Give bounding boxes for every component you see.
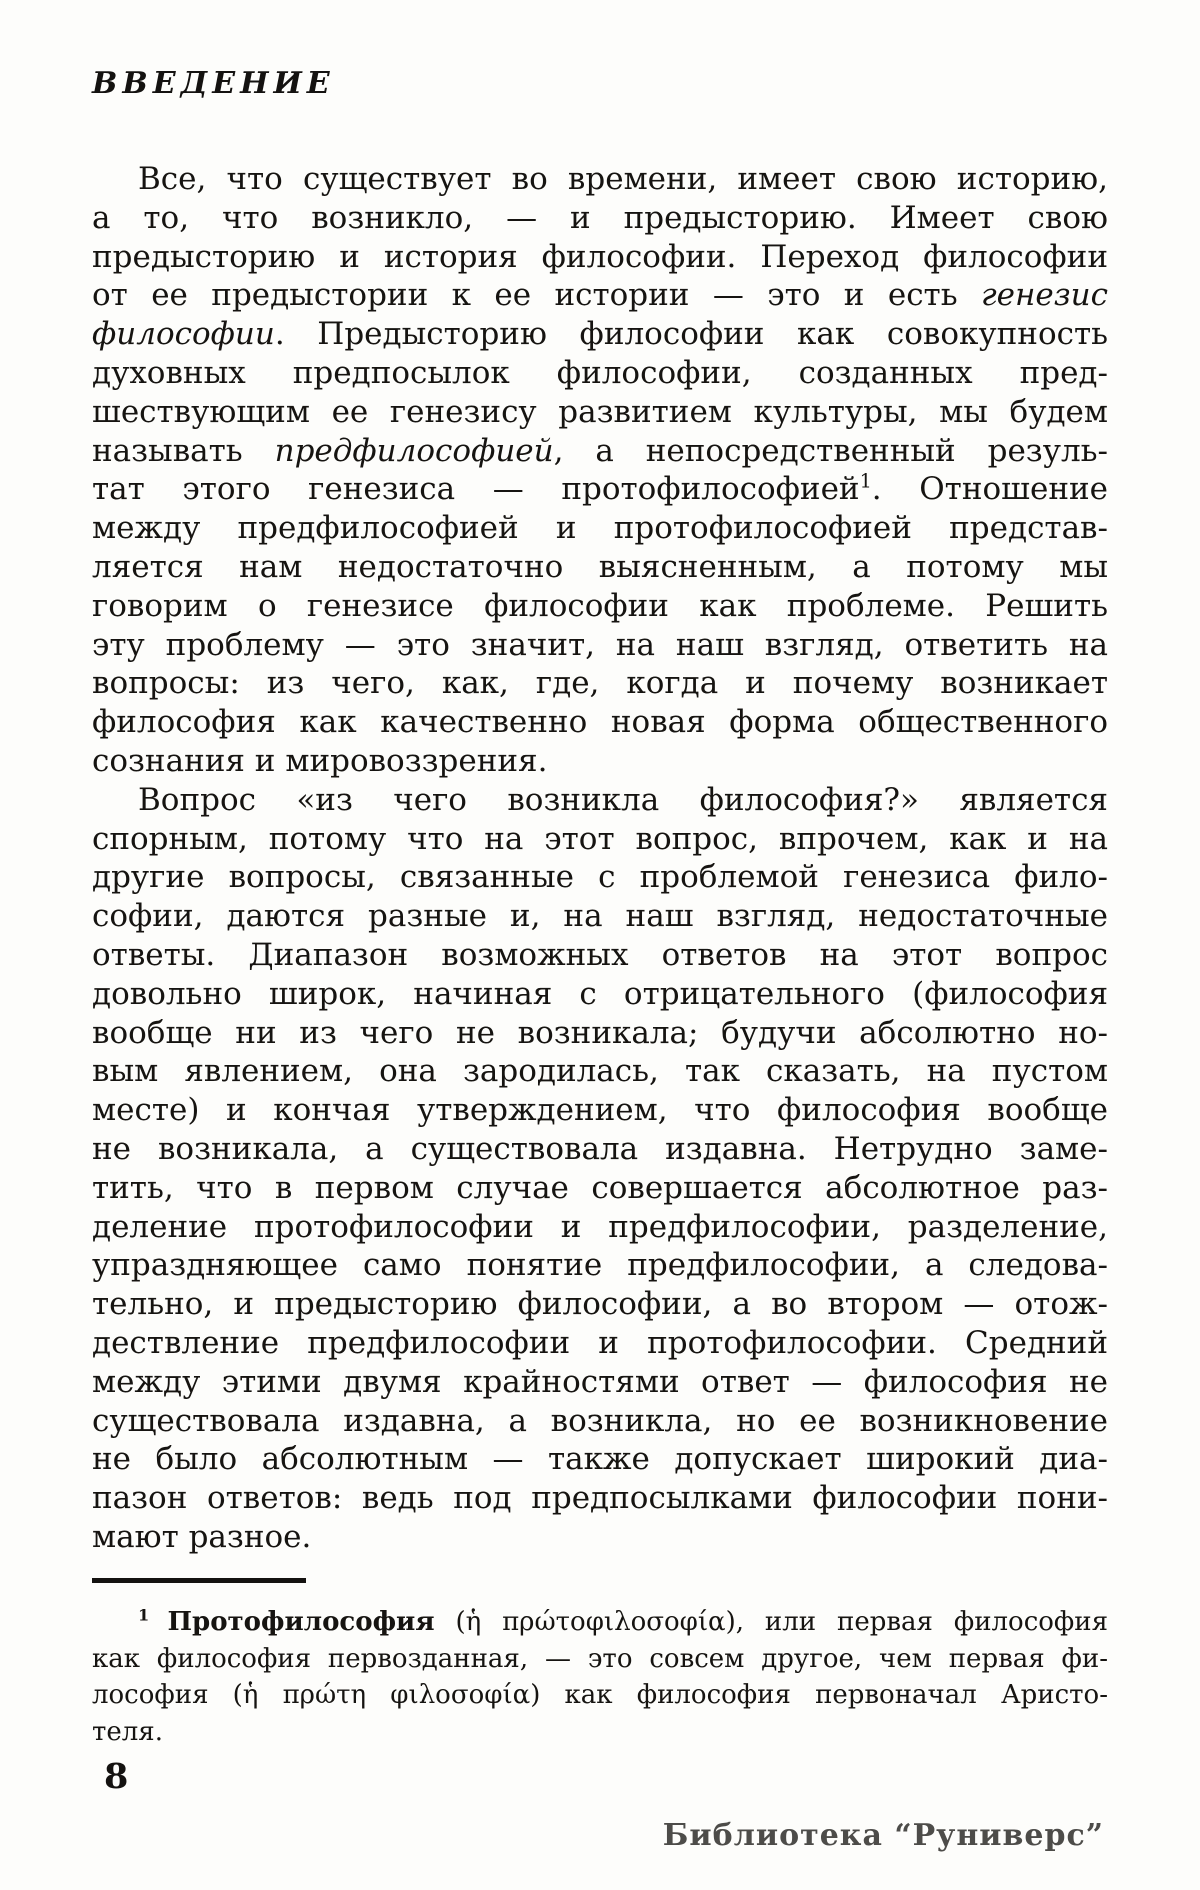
text-segment: как философия первозданная, — это совсем другое, чем первая фи- bbox=[92, 1643, 1108, 1674]
footnote bbox=[92, 1604, 1108, 1750]
text-line bbox=[92, 936, 1108, 975]
text-line bbox=[92, 1091, 1108, 1130]
text-line bbox=[92, 1285, 1108, 1324]
text-line bbox=[92, 781, 1108, 820]
text-segment: довольно широк, начиная с отрицательного (философия bbox=[92, 975, 1108, 1012]
text-segment: ляется нам недостаточно выясненным, а потому мы bbox=[92, 548, 1108, 585]
text-line bbox=[92, 199, 1108, 238]
text-segment: софии, даются разные и, на наш взгляд, недостаточные bbox=[92, 898, 1108, 935]
text-line bbox=[92, 1246, 1108, 1285]
text-line bbox=[92, 315, 1108, 354]
text-segment: 1 bbox=[138, 1605, 168, 1625]
text-segment: философии bbox=[92, 316, 275, 353]
text-segment: вопросы: из чего, как, где, когда и почему возникает bbox=[92, 665, 1108, 702]
text-segment: духовных предпосылок философии, созданных пред- bbox=[92, 354, 1108, 391]
paragraph bbox=[92, 781, 1108, 1557]
text-line bbox=[92, 742, 1108, 781]
text-line bbox=[92, 1208, 1108, 1247]
text-segment: деление протофилософии и предфилософии, разделение, bbox=[92, 1208, 1108, 1245]
text-segment: вым явлением, она зародилась, так сказать, на пустом bbox=[92, 1053, 1108, 1090]
text-line bbox=[92, 975, 1108, 1014]
text-segment: (ἡ πρώτοφιλοσοφία), или первая философия bbox=[434, 1607, 1108, 1637]
text-line bbox=[92, 820, 1108, 859]
text-line bbox=[92, 703, 1108, 742]
text-segment: между этими двумя крайностями ответ — философия не bbox=[92, 1363, 1108, 1400]
text-segment: предысторию и история философии. Переход философии bbox=[92, 238, 1108, 275]
text-line bbox=[92, 276, 1108, 315]
text-line bbox=[92, 626, 1108, 665]
text-segment: спорным, потому что на этот вопрос, впрочем, как и на bbox=[92, 820, 1108, 857]
text-line bbox=[92, 548, 1108, 587]
text-segment: сознания и мировоззрения. bbox=[92, 742, 548, 779]
text-segment: эту проблему — это значит, на наш взгляд, ответить на bbox=[92, 626, 1108, 663]
body-text bbox=[92, 160, 1108, 1557]
text-segment: другие вопросы, связанные с проблемой генезиса фило- bbox=[92, 859, 1108, 896]
text-line bbox=[92, 1677, 1108, 1714]
text-segment: существовала издавна, а возникла, но ее возникновение bbox=[92, 1402, 1108, 1439]
text-segment: , а непосредственный резуль- bbox=[553, 432, 1108, 469]
text-segment: от ее предыстории к ее истории — это и есть bbox=[92, 277, 981, 314]
text-segment: говорим о генезисе философии как проблеме. Решить bbox=[92, 587, 1108, 624]
text-segment: ответы. Диапазон возможных ответов на этот вопрос bbox=[92, 936, 1108, 973]
text-segment: лософия (ἡ πρώτη φιλοσοφία) как философия первоначал Аристо- bbox=[92, 1680, 1108, 1710]
text-line bbox=[92, 393, 1108, 432]
text-segment: философия как качественно новая форма общественного bbox=[92, 704, 1108, 741]
text-line bbox=[92, 1518, 1108, 1557]
text-line bbox=[92, 897, 1108, 936]
text-line bbox=[92, 1604, 1108, 1641]
text-line bbox=[92, 509, 1108, 548]
text-segment: предфилософией bbox=[274, 432, 554, 469]
text-line bbox=[92, 1169, 1108, 1208]
text-line bbox=[92, 238, 1108, 277]
text-line bbox=[92, 1641, 1108, 1678]
text-line bbox=[92, 1714, 1108, 1751]
text-line bbox=[92, 858, 1108, 897]
text-segment: теля. bbox=[92, 1716, 163, 1747]
text-line bbox=[92, 354, 1108, 393]
footnote-separator bbox=[92, 1578, 306, 1583]
text-line bbox=[92, 1130, 1108, 1169]
text-segment: мают разное. bbox=[92, 1518, 312, 1555]
paragraph bbox=[92, 160, 1108, 781]
text-line bbox=[92, 1052, 1108, 1091]
text-segment: месте) и кончая утверждением, что философия вообще bbox=[92, 1092, 1108, 1129]
text-line bbox=[92, 432, 1108, 471]
text-line bbox=[92, 1402, 1108, 1441]
text-segment: тат этого генезиса — протофилософией bbox=[92, 471, 860, 508]
text-segment: шествующим ее генезису развитием культуры, мы будем bbox=[92, 393, 1108, 430]
text-segment: упраздняющее само понятие предфилософии, а следова- bbox=[92, 1247, 1108, 1284]
text-line bbox=[92, 1440, 1108, 1479]
text-segment: . Предысторию философии как совокупность bbox=[274, 316, 1108, 353]
text-line bbox=[92, 1324, 1108, 1363]
text-segment: Протофилософия bbox=[167, 1607, 435, 1637]
text-segment: тить, что в первом случае совершается абсолютное раз- bbox=[92, 1169, 1108, 1206]
text-segment: пазон ответов: ведь под предпосылками философии пони- bbox=[92, 1480, 1108, 1517]
text-segment: не возникала, а существовала издавна. Нетрудно заме- bbox=[92, 1130, 1108, 1167]
text-line bbox=[92, 1363, 1108, 1402]
page-number: 8 bbox=[104, 1756, 129, 1797]
text-line bbox=[92, 1014, 1108, 1053]
text-segment: Все, что существует во времени, имеет свою историю, bbox=[138, 161, 1108, 197]
text-segment: дествление предфилософии и протофилософии. Средний bbox=[92, 1324, 1108, 1361]
text-segment: Вопрос «из чего возникла философия?» является bbox=[138, 781, 1108, 818]
text-segment: называть bbox=[92, 432, 275, 469]
text-segment: . Отношение bbox=[871, 471, 1108, 508]
text-segment: не было абсолютным — также допускает широкий диа- bbox=[92, 1441, 1108, 1478]
text-line bbox=[92, 1479, 1108, 1518]
text-segment: генезис bbox=[980, 277, 1108, 314]
text-segment: 1 bbox=[859, 470, 872, 494]
text-segment: вообще ни из чего не возникала; будучи абсолютно но- bbox=[92, 1014, 1108, 1051]
text-segment: а то, что возникло, — и предысторию. Имеет свою bbox=[92, 199, 1108, 236]
text-segment: между предфилософией и протофилософией представ- bbox=[92, 510, 1108, 547]
text-line bbox=[92, 664, 1108, 703]
text-line bbox=[92, 470, 1108, 509]
page-heading: ВВЕДЕНИЕ bbox=[92, 66, 335, 101]
library-watermark: Библиотека “Руниверс” bbox=[662, 1818, 1104, 1853]
text-segment: тельно, и предысторию философии, а во втором — отож- bbox=[92, 1286, 1108, 1323]
text-line bbox=[92, 587, 1108, 626]
text-line bbox=[92, 160, 1108, 199]
